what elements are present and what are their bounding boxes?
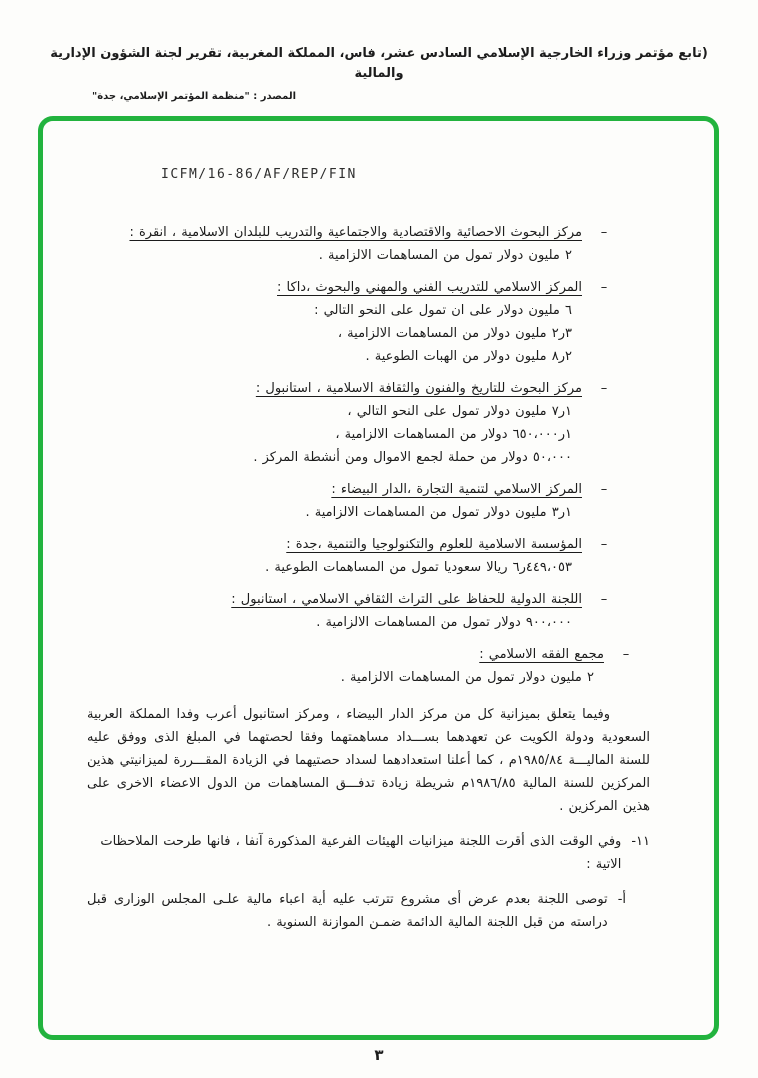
budget-item-text	[87, 478, 582, 524]
budget-item-1	[87, 221, 614, 267]
budget-item-text	[87, 588, 582, 634]
budget-item-text	[87, 533, 582, 579]
dash-bullet-icon: –	[600, 482, 608, 497]
reference-code: ICFM/16-86/AF/REP/FIN	[161, 167, 357, 182]
item-title: المركز الاسلامي للتدريب الفني والمهني والبحوث ،داكا :	[277, 280, 582, 295]
dash-bullet-icon: –	[622, 647, 630, 662]
dash-bullet-icon: –	[600, 225, 608, 240]
item-line: ٣ر٢ مليون دولار من المساهمات الالزامية ،	[337, 326, 572, 341]
dash-bullet-icon: –	[600, 381, 608, 396]
budget-item-7	[87, 643, 636, 689]
header-title: (تابع مؤتمر وزراء الخارجية الإسلامي السادس عشر، فاس، المملكة المغربية، تقرير لجنة الشؤون الإدارية والمالية	[50, 46, 708, 81]
dash-bullet-icon: –	[600, 537, 608, 552]
budget-item-6	[87, 588, 614, 634]
point-a-number: أ-	[617, 892, 626, 907]
item-line: ١ر٣ مليون دولار تمول من المساهمات الالزامية .	[305, 505, 572, 520]
header-source: المصدر : "منظمة المؤتمر الإسلامي، جدة"	[91, 91, 296, 102]
item-line: ١ر٦٥٠،٠٠٠ دولار من المساهمات الالزامية ،	[335, 427, 572, 442]
item-line: ٥٠،٠٠٠ دولار من حملة لجمع الاموال ومن أنشطة المركز .	[253, 450, 572, 465]
point-11-text: وفي الوقت الذى أقرت اللجنة ميزانيات الهيئات الفرعية المذكورة آنفا ، فانها طرحت الملاحظات الاتية :	[100, 834, 622, 872]
item-line: ٤٤٩،٠٥٣ر٦ ريالا سعوديا تمول من المساهمات الطوعية .	[265, 560, 572, 575]
page-header	[0, 44, 758, 102]
dash-bullet-icon: –	[600, 280, 608, 295]
item-title: المركز الاسلامي لتنمية التجارة ،الدار البيضاء :	[331, 482, 582, 497]
budget-item-text	[87, 221, 582, 267]
dash-bullet-icon: –	[600, 592, 608, 607]
budget-item-3	[87, 377, 614, 469]
document-content	[43, 221, 714, 934]
budget-item-text	[87, 643, 604, 689]
item-line: ١ر٧ مليون دولار تمول على النحو التالي ،	[347, 404, 572, 419]
item-title: مجمع الفقه الاسلامي :	[479, 647, 604, 662]
item-line: ٢ مليون دولار تمول من المساهمات الالزامية .	[340, 670, 594, 685]
item-line: ٢ر٨ مليون دولار من الهبات الطوعية .	[365, 349, 572, 364]
budget-commitments-paragraph: وفيما يتعلق بميزانية كل من مركز الدار البيضاء ، ومركز استانبول أعرب وفدا المملكة العربية السعودية ودولة الكويت عن تعهدهما بســـداد مساهمتهما وفقا لحصتهما في المبلغ الذى ووفق عليه للسنة الماليـــة ١٩٨٥/٨٤م ، كما أعلنا استعدادهما لسداد حصتيهما في الزيادة المقـــررة لميزانيتي هذين المركزين للسنة المالية ١٩٨٦/٨٥م شريطة زيادة تدفـــق المساهمات من الدول الاعضاء الاخرى على هذين المركزين .	[87, 707, 650, 814]
item-title: المؤسسة الاسلامية للعلوم والتكنولوجيا والتنمية ،جدة :	[286, 537, 582, 552]
budget-item-4	[87, 478, 614, 524]
budget-item-5	[87, 533, 614, 579]
page-number: ٣	[374, 1046, 384, 1064]
item-title: مركز البحوث الاحصائية والاقتصادية والاجتماعية والتدريب للبلدان الاسلامية ، انقرة :	[129, 225, 582, 240]
item-title: اللجنة الدولية للحفاظ على التراث الثقافي الاسلامي ، استانبول :	[231, 592, 582, 607]
item-line: ٢ مليون دولار تمول من المساهمات الالزامية .	[318, 248, 572, 263]
item-title: مركز البحوث للتاريخ والفنون والثقافة الاسلامية ، استانبول :	[255, 381, 582, 396]
point-11	[87, 830, 650, 876]
point-a	[87, 888, 626, 934]
budget-item-text	[87, 377, 582, 469]
budget-item-2	[87, 276, 614, 368]
point-11-number: ١١-	[631, 834, 650, 849]
budget-item-text	[87, 276, 582, 368]
item-line: ٩٠٠،٠٠٠ دولار تمول من المساهمات الالزامية .	[316, 615, 572, 630]
document-frame	[38, 116, 719, 1040]
item-line: ٦ مليون دولار على ان تمول على النحو التالي :	[314, 303, 572, 318]
point-a-text: توصى اللجنة بعدم عرض أى مشروع تترتب عليه أية اعباء مالية علـى المجلس الوزارى قبل دراسته من قبل اللجنة المالية الدائمة ضمـن الموازنة السنوية .	[87, 892, 608, 930]
